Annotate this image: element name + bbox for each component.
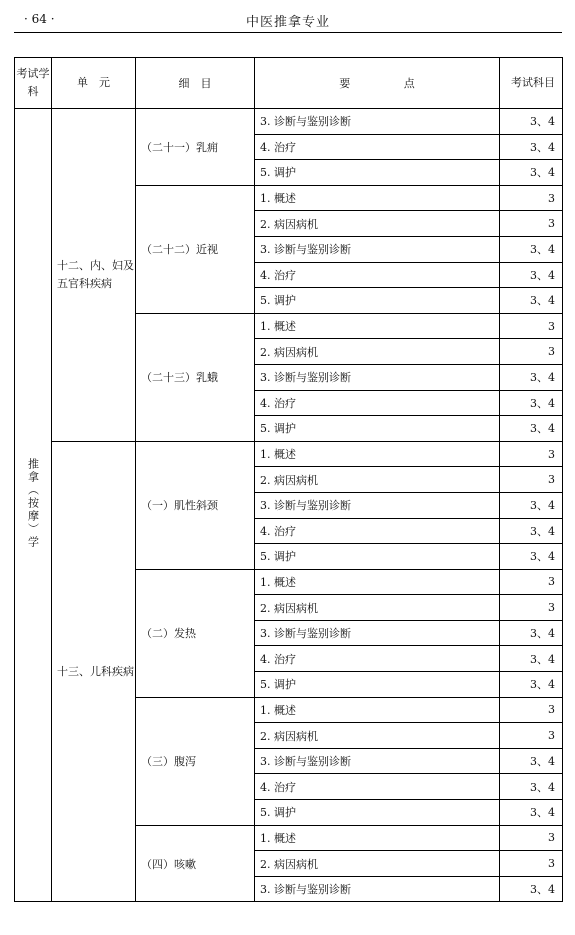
point-cell: 2. 病因病机 (255, 467, 500, 493)
level-cell: 3、4 (500, 646, 563, 672)
level-cell: 3 (500, 569, 563, 595)
level-cell: 3、4 (500, 109, 563, 135)
unit-cell: 十三、儿科疾病 (52, 441, 136, 902)
level-cell: 3 (500, 211, 563, 237)
item-cell: （四）咳嗽 (136, 825, 255, 902)
level-cell: 3、4 (500, 160, 563, 186)
point-cell: 4. 治疗 (255, 262, 500, 288)
header-point (255, 58, 500, 109)
item-cell: （一）肌性斜颈 (136, 441, 255, 569)
point-cell: 5. 调护 (255, 800, 500, 826)
level-cell: 3、4 (500, 672, 563, 698)
point-cell: 3. 诊断与鉴别诊断 (255, 236, 500, 262)
level-cell: 3、4 (500, 364, 563, 390)
level-cell: 3、4 (500, 544, 563, 570)
point-cell: 4. 治疗 (255, 774, 500, 800)
point-cell: 5. 调护 (255, 672, 500, 698)
table-row (15, 441, 563, 467)
level-cell: 3、4 (500, 288, 563, 314)
level-cell: 3 (500, 185, 563, 211)
level-cell: 3 (500, 825, 563, 851)
table-body (15, 109, 563, 902)
point-cell: 3. 诊断与鉴别诊断 (255, 876, 500, 902)
header-unit: 单 元 (52, 58, 136, 109)
item-cell: （二十二）近视 (136, 185, 255, 313)
level-cell: 3、4 (500, 416, 563, 442)
point-cell: 4. 治疗 (255, 390, 500, 416)
point-cell: 3. 诊断与鉴别诊断 (255, 748, 500, 774)
point-cell: 1. 概述 (255, 825, 500, 851)
header-level: 考试科目 (500, 58, 563, 109)
page-number: · 64 · (24, 12, 55, 26)
item-cell: （二）发热 (136, 569, 255, 697)
point-cell: 2. 病因病机 (255, 851, 500, 877)
point-cell: 3. 诊断与鉴别诊断 (255, 364, 500, 390)
item-cell: （二十三）乳蛾 (136, 313, 255, 441)
subject-label: 推拿（按摩）学 (26, 458, 40, 550)
item-cell: （三）腹泻 (136, 697, 255, 825)
point-cell: 1. 概述 (255, 569, 500, 595)
level-cell: 3、4 (500, 134, 563, 160)
point-cell: 3. 诊断与鉴别诊断 (255, 109, 500, 135)
level-cell: 3、4 (500, 620, 563, 646)
point-cell: 4. 治疗 (255, 134, 500, 160)
point-cell: 1. 概述 (255, 185, 500, 211)
point-cell: 2. 病因病机 (255, 339, 500, 365)
point-cell: 2. 病因病机 (255, 723, 500, 749)
level-cell: 3、4 (500, 492, 563, 518)
level-cell: 3 (500, 851, 563, 877)
level-cell: 3 (500, 313, 563, 339)
level-cell: 3、4 (500, 800, 563, 826)
level-cell: 3、4 (500, 774, 563, 800)
point-cell: 2. 病因病机 (255, 595, 500, 621)
point-cell: 5. 调护 (255, 288, 500, 314)
point-cell: 1. 概述 (255, 313, 500, 339)
level-cell: 3 (500, 697, 563, 723)
level-cell: 3 (500, 467, 563, 493)
subject-cell (15, 109, 52, 902)
level-cell: 3、4 (500, 236, 563, 262)
point-cell: 5. 调护 (255, 160, 500, 186)
table-header-row (15, 58, 563, 109)
book-title: 中医推拿专业 (245, 15, 330, 30)
point-cell: 1. 概述 (255, 441, 500, 467)
point-cell: 3. 诊断与鉴别诊断 (255, 492, 500, 518)
level-cell: 3、4 (500, 876, 563, 902)
level-cell: 3 (500, 339, 563, 365)
table-row (15, 109, 563, 135)
point-cell: 4. 治疗 (255, 646, 500, 672)
header-point-b: 点 (403, 77, 415, 90)
item-cell: （二十一）乳痈 (136, 109, 255, 186)
level-cell: 3、4 (500, 262, 563, 288)
point-cell: 4. 治疗 (255, 518, 500, 544)
level-cell: 3、4 (500, 390, 563, 416)
level-cell: 3、4 (500, 748, 563, 774)
point-cell: 1. 概述 (255, 697, 500, 723)
level-cell: 3 (500, 441, 563, 467)
level-cell: 3 (500, 723, 563, 749)
header-point-a: 要 (339, 77, 351, 90)
point-cell: 3. 诊断与鉴别诊断 (255, 620, 500, 646)
level-cell: 3、4 (500, 518, 563, 544)
syllabus-table (14, 57, 563, 902)
point-cell: 5. 调护 (255, 416, 500, 442)
unit-cell: 十二、内、妇及五官科疾病 (52, 109, 136, 442)
header-item: 细 目 (136, 58, 255, 109)
page-header (14, 8, 562, 33)
header-subject: 考试学科 (15, 58, 52, 109)
point-cell: 2. 病因病机 (255, 211, 500, 237)
point-cell: 5. 调护 (255, 544, 500, 570)
level-cell: 3 (500, 595, 563, 621)
